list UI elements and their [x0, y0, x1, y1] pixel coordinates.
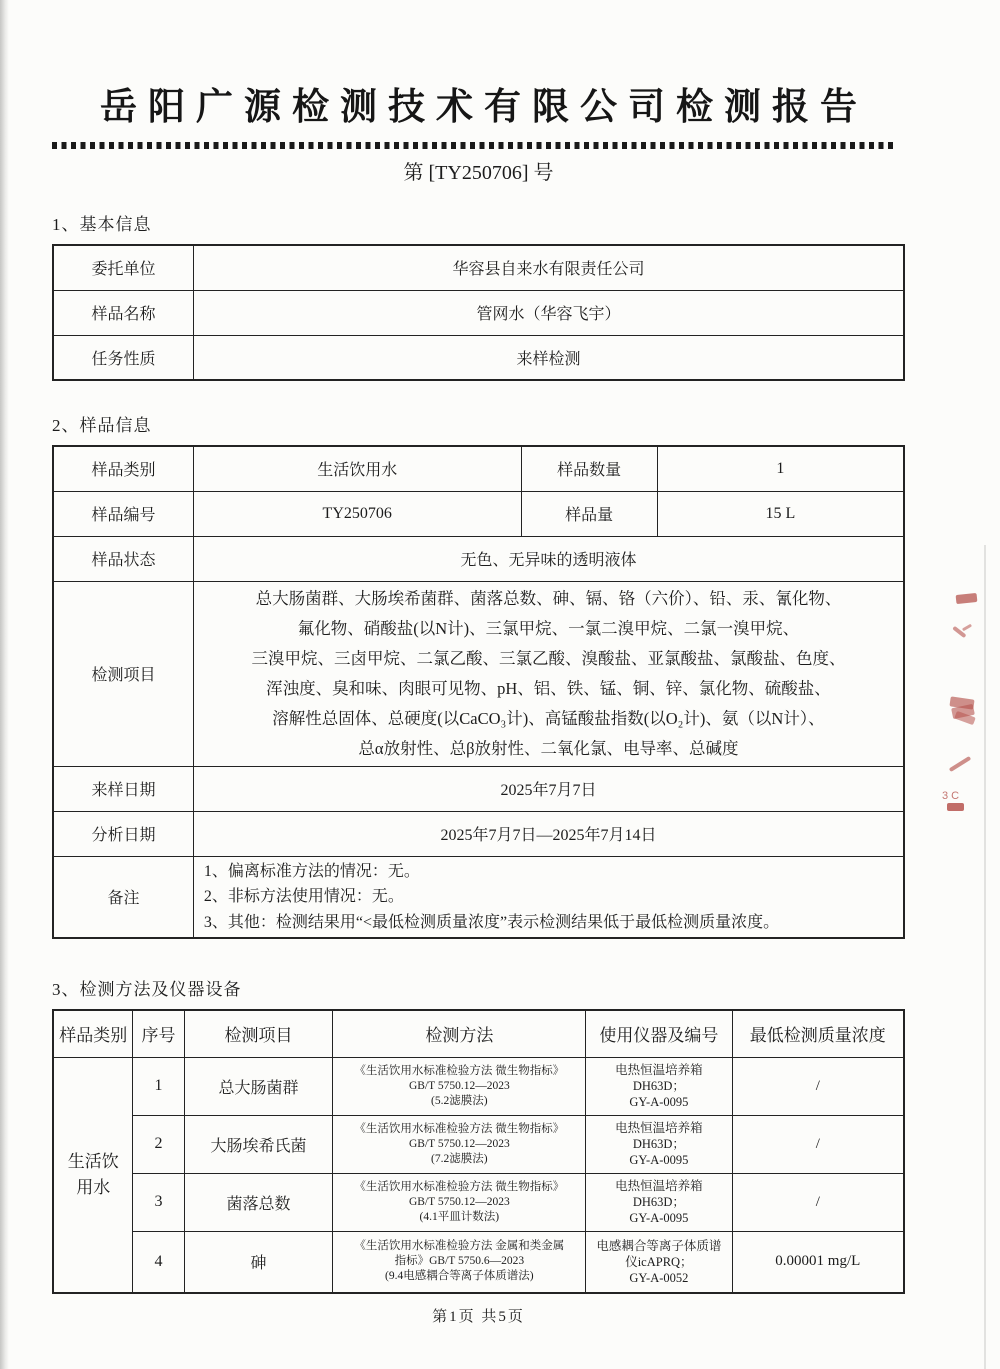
row-value: TY250706: [193, 491, 521, 536]
row-number: 2: [133, 1115, 184, 1173]
row-value: 2025年7月7日: [193, 766, 904, 811]
stamp-fragment: [962, 624, 972, 632]
row-label: 备注: [53, 856, 193, 938]
table-header-row: [53, 1010, 904, 1057]
method-line: GB/T 5750.12—2023: [408, 1079, 510, 1092]
test-method-cell: [333, 1057, 586, 1115]
column-header: 序号: [133, 1010, 184, 1057]
method-line: GB/T 5750.12—2023: [408, 1137, 510, 1150]
row-number: 3: [133, 1173, 184, 1231]
row-value: 管网水（华容飞宇）: [193, 290, 904, 335]
instrument-cell: [586, 1115, 732, 1173]
row-value: 1: [657, 446, 904, 491]
instrument-line: 电热恒温培养箱: [615, 1179, 703, 1193]
row-label: 样品数量: [521, 446, 657, 491]
detection-limit: /: [732, 1057, 904, 1115]
table-row: [53, 290, 904, 335]
test-items-line: 氟化物、硝酸盐(以N计)、三氯甲烷、一氯二溴甲烷、二氯一溴甲烷、: [297, 618, 800, 638]
instrument-line: GY-A-0052: [629, 1270, 689, 1285]
footer-page-number: 第1页 共5页: [432, 1309, 525, 1325]
instrument-line: 电热恒温培养箱: [615, 1121, 703, 1135]
detection-limit: /: [732, 1115, 904, 1173]
test-items-line: 浑浊度、臭和味、肉眼可见物、pH、铝、铁、锰、铜、锌、氯化物、硫酸盐、: [266, 678, 831, 698]
remark-line: 1、偏离标准方法的情况：无。: [203, 862, 420, 880]
basic-info-table: [52, 244, 905, 381]
table-row: [53, 446, 904, 491]
table-row: [53, 856, 904, 938]
test-items-line: 总大肠菌群、大肠埃希菌群、菌落总数、砷、镉、铬（六价）、铅、汞、氰化物、: [255, 588, 842, 608]
instrument-line: 电热恒温培养箱: [615, 1063, 703, 1077]
methods-table: [52, 1009, 905, 1294]
instrument-line: DH63D；: [632, 1195, 685, 1209]
test-items-line: 三溴甲烷、三卤甲烷、二氯乙酸、三氯乙酸、溴酸盐、亚氯酸盐、氯酸盐、色度、: [251, 648, 846, 668]
test-method-cell: [333, 1173, 586, 1231]
method-line: 指标》GB/T 5750.6—2023: [394, 1255, 525, 1268]
row-value: 15 L: [657, 491, 904, 536]
row-number: 1: [133, 1057, 184, 1115]
instrument-cell: [586, 1173, 732, 1231]
column-header: 检测方法: [333, 1010, 586, 1057]
column-header: 最低检测质量浓度: [732, 1010, 904, 1057]
table-row: [53, 1057, 904, 1115]
page-title: 岳阳广源检测技术有限公司检测报告: [100, 86, 868, 127]
report-number: 第 [TY250706] 号: [403, 162, 554, 184]
row-label: 来样日期: [53, 766, 193, 811]
row-label: 任务性质: [53, 335, 193, 380]
instrument-cell: [586, 1057, 732, 1115]
method-line: 《生活饮用水标准检验方法 金属和类金属: [354, 1240, 565, 1253]
method-line: GB/T 5750.12—2023: [408, 1195, 510, 1208]
test-item: 菌落总数: [184, 1173, 333, 1231]
remark-line: 2、非标方法使用情况：无。: [203, 888, 404, 905]
table-row: [53, 1173, 904, 1231]
row-value: 无色、无异味的透明液体: [193, 536, 904, 581]
test-method-cell: [333, 1115, 586, 1173]
table-row: [53, 335, 904, 380]
method-line: 《生活饮用水标准检验方法 微生物指标》: [354, 1064, 565, 1077]
row-label: 样品状态: [53, 536, 193, 581]
test-item: 大肠埃希氏菌: [184, 1115, 333, 1173]
remark-cell: [193, 856, 904, 938]
scan-edge-shadow: [0, 0, 9, 1369]
instrument-line: 电感耦合等离子体质谱: [596, 1238, 722, 1253]
report-content: [52, 0, 905, 1326]
test-item: 砷: [184, 1231, 333, 1293]
method-line: (9.4电感耦合等离子体质谱法): [385, 1270, 534, 1283]
method-line: (7.2滤膜法): [431, 1152, 488, 1165]
stamp-fragment: [956, 593, 978, 604]
section-2-heading: 2、样品信息: [52, 416, 152, 435]
row-label: 样品名称: [53, 290, 193, 335]
row-value: 华容县自来水有限责任公司: [193, 245, 904, 290]
method-line: (5.2滤膜法): [431, 1094, 488, 1107]
detection-limit: /: [732, 1173, 904, 1231]
instrument-cell: [586, 1231, 732, 1293]
table-row: [53, 491, 904, 536]
row-label: 委托单位: [53, 245, 193, 290]
method-line: 《生活饮用水标准检验方法 微生物指标》: [354, 1122, 565, 1135]
instrument-line: GY-A-0095: [629, 1211, 689, 1225]
row-label: 样品量: [521, 491, 657, 536]
test-items-line: 溶解性总固体、总硬度(以CaCO₃计)、高锰酸盐指数(以O₂计)、氨（以N计）、: [272, 708, 825, 728]
detection-limit: 0.00001 mg/L: [732, 1231, 904, 1293]
sample-category-cell: 生活饮用水: [53, 1057, 133, 1293]
remark-line: 3、其他：检测结果用“<最低检测质量浓度”表示检测结果低于最低检测质量浓度。: [203, 913, 780, 931]
stamp-fragment: [947, 803, 964, 811]
row-value: 生活饮用水: [193, 446, 521, 491]
section-1-heading: 1、基本信息: [52, 215, 152, 234]
stamp-fragment: [949, 756, 971, 772]
instrument-line: DH63D；: [632, 1137, 685, 1151]
row-label: 样品类别: [53, 446, 193, 491]
instrument-line: GY-A-0095: [629, 1153, 689, 1167]
stamp-fragment-text: 3C: [942, 790, 963, 802]
test-method-cell: [333, 1231, 586, 1293]
table-row: [53, 1231, 904, 1293]
row-label: 样品编号: [53, 491, 193, 536]
row-label: 分析日期: [53, 811, 193, 856]
row-value: 来样检测: [193, 335, 904, 380]
column-header: 样品类别: [53, 1010, 133, 1057]
table-row: [53, 245, 904, 290]
sample-info-table: [52, 445, 905, 939]
instrument-line: 仪icAPRQ；: [625, 1254, 693, 1269]
row-label: 检测项目: [53, 581, 193, 766]
table-row: [53, 811, 904, 856]
table-row: [53, 581, 904, 766]
instrument-line: GY-A-0095: [629, 1095, 689, 1109]
column-header: 检测项目: [184, 1010, 333, 1057]
method-line: (4.1平皿计数法): [419, 1210, 500, 1223]
section-3-heading: 3、检测方法及仪器设备: [52, 980, 242, 999]
underlying-page-edge: [984, 545, 986, 1369]
test-item: 总大肠菌群: [184, 1057, 333, 1115]
test-items-cell: [193, 581, 904, 766]
row-number: 4: [133, 1231, 184, 1293]
table-row: [53, 766, 904, 811]
table-row: [53, 536, 904, 581]
instrument-line: DH63D；: [632, 1079, 685, 1093]
row-value: 2025年7月7日—2025年7月14日: [193, 811, 904, 856]
method-line: 《生活饮用水标准检验方法 微生物指标》: [354, 1180, 565, 1193]
test-items-line: 总α放射性、总β放射性、二氧化氯、电导率、总碱度: [358, 738, 739, 758]
table-row: [53, 1115, 904, 1173]
column-header: 使用仪器及编号: [586, 1010, 732, 1057]
dotted-divider: [52, 142, 896, 149]
